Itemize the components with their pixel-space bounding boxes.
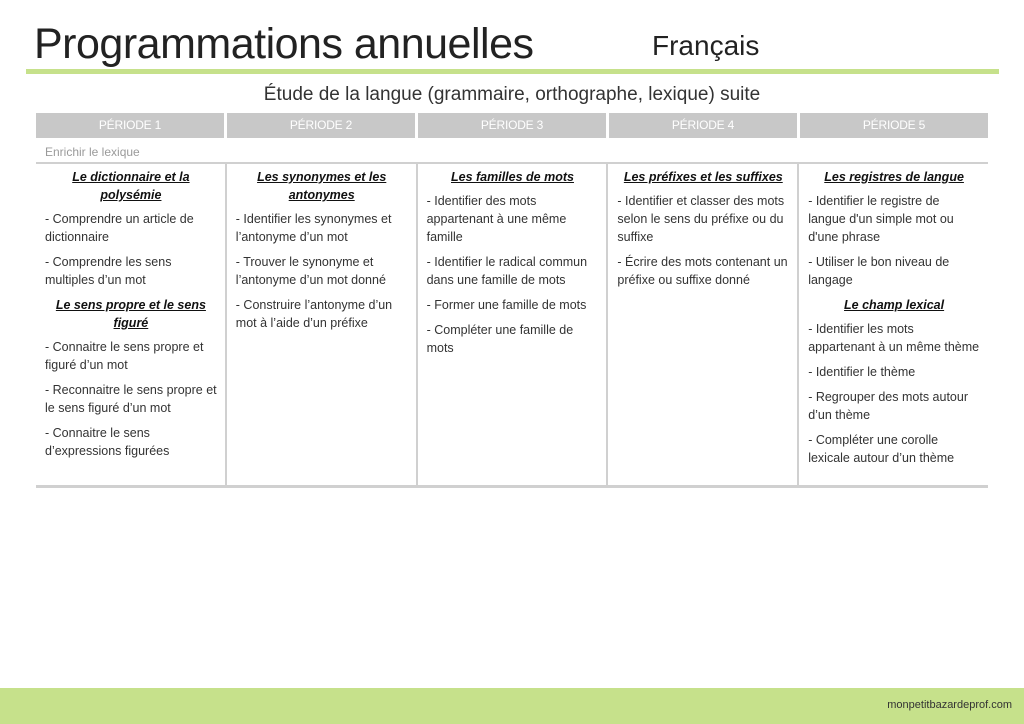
period-column	[608, 164, 799, 485]
skill-title: Les préfixes et les suffixes	[623, 170, 783, 184]
skill-title: Le dictionnaire et la polysémie	[72, 170, 190, 202]
skill-item: - Identifier le thème	[808, 365, 916, 379]
skill-item: - Utiliser le bon niveau de langage	[808, 255, 950, 287]
period-header-row	[36, 113, 988, 138]
title-divider	[26, 69, 999, 74]
period-header: PÉRIODE 2	[227, 113, 415, 138]
skill-item: - Connaitre le sens propre et figuré d’un mot	[45, 340, 204, 372]
skill-item: - Reconnaitre le sens propre et le sens figuré d’un mot	[45, 383, 217, 415]
period-column	[799, 164, 988, 485]
skill-item: - Identifier le registre de langue d'un simple mot ou d'une phrase	[808, 194, 954, 244]
skill-item: - Identifier et classer des mots selon le sens du préfixe ou du suffixe	[617, 194, 785, 244]
period-column	[227, 164, 418, 485]
skill-item: - Identifier les synonymes et l’antonyme d’un mot	[235, 212, 392, 244]
skill-item: - Construire l’antonyme d’un mot à l’aide d’un préfixe	[235, 298, 393, 330]
period-column	[36, 164, 227, 485]
program-table	[36, 113, 988, 488]
skill-item: - Comprendre un article de dictionnaire	[45, 212, 194, 244]
skill-item: - Compléter une famille de mots	[426, 323, 574, 355]
section-title: Étude de la langue (grammaire, orthographe, lexique) suite	[263, 84, 761, 105]
page-title: Programmations annuelles	[34, 20, 534, 68]
footer-bar	[0, 688, 1024, 724]
skill-title: Le sens propre et le sens figuré	[55, 298, 206, 330]
skill-item: - Connaitre le sens d’expressions figurées	[45, 426, 170, 458]
skill-item: - Compléter une corolle lexicale autour d’un thème	[808, 433, 955, 465]
skill-item: - Écrire des mots contenant un préfixe ou suffixe donné	[617, 255, 788, 287]
theme-row: Enrichir le lexique	[36, 138, 988, 164]
skill-item: - Identifier le radical commun dans une famille de mots	[426, 255, 588, 287]
period-header: PÉRIODE 5	[800, 113, 988, 138]
content-row	[36, 164, 988, 488]
skill-item: - Regrouper des mots autour d’un thème	[808, 390, 968, 422]
skill-title: Le champ lexical	[844, 298, 945, 312]
period-header: PÉRIODE 1	[36, 113, 224, 138]
skill-title: Les registres de langue	[824, 170, 964, 184]
skill-title: Les familles de mots	[451, 170, 574, 184]
skill-item: - Identifier les mots appartenant à un même thème	[808, 322, 980, 354]
skill-item: - Former une famille de mots	[426, 298, 587, 312]
skill-title: Les synonymes et les antonymes	[257, 170, 387, 202]
skill-item: - Identifier des mots appartenant à une même famille	[426, 194, 567, 244]
period-header: PÉRIODE 4	[609, 113, 797, 138]
period-column	[418, 164, 609, 485]
site-link[interactable]: monpetitbazardeprof.com	[887, 699, 1012, 711]
skill-item: - Comprendre les sens multiples d’un mot	[45, 255, 172, 287]
subject-label: Français	[652, 30, 760, 61]
period-header: PÉRIODE 3	[418, 113, 606, 138]
skill-item: - Trouver le synonyme et l’antonyme d’un mot donné	[235, 255, 386, 287]
